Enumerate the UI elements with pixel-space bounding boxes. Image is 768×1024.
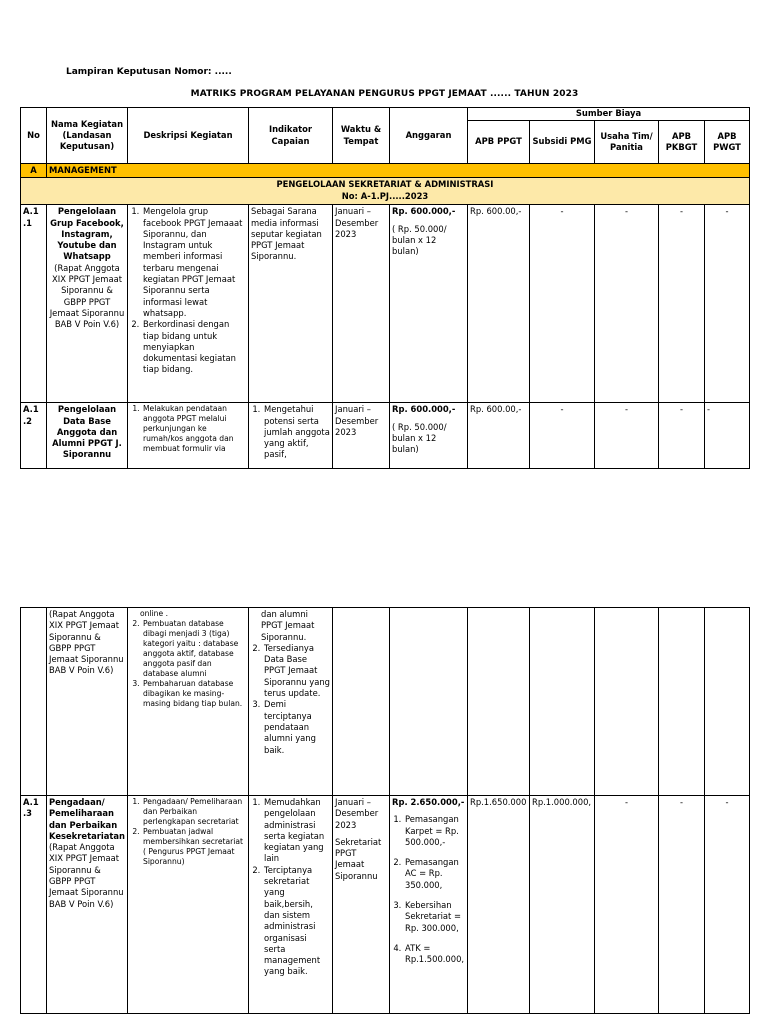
row-nama-title: Pengadaan/ Pemeliharaan dan Perbaikan Kesekretariatan [49,797,125,841]
subsection-title: PENGELOLAAN SEKRETARIAT & ADMINISTRASI [276,179,494,190]
list-item: 2. Pembuatan jadwal membersihkan secretariat ( Pengurus PPGT Jemaat Siporannu) [142,827,246,867]
col-waktu: Waktu & Tempat [333,108,390,164]
row-anggaran [390,403,468,469]
matrix-table-page-1 [20,107,749,469]
col-nama-kegiatan: Nama Kegiatan (Landasan Keputusan) [47,108,128,164]
subsection-row [21,178,750,205]
anggaran-detail: ( Rp. 50.000/ bulan x 12 bulan) [392,223,447,257]
row-apb-pkbgt: - [659,796,705,1014]
row-usaha: - [595,796,659,1014]
row-indikator: Sebagai Sarana media informasi seputar kegiatan PPGT Jemaat Siporannu. [249,205,333,403]
row-usaha: - [595,403,659,469]
col-subsidi-pmg: Subsidi PMG [530,121,595,164]
row-apb-ppgt: Rp.1.650.000 [468,796,530,1014]
document-title: MATRIKS PROGRAM PELAYANAN PENGURUS PPGT JEMAAT ...... TAHUN 2023 [190,89,579,99]
list-item: 1. Mengetahui potensi serta jumlah anggota yang aktif, pasif, [263,404,330,460]
list-item: 3. Pembaharuan database dibagikan ke masing-masing bidang tiap bulan. [142,679,246,709]
row-indikator [249,608,333,796]
row-no: A.1 .2 [21,403,47,469]
row-subsidi: - [530,403,595,469]
row-apb-pkbgt: - [659,205,705,403]
row-apb-ppgt: Rp. 600.00,- [468,403,530,469]
row-deskripsi [128,205,249,403]
matrix-table-page-2 [20,607,749,1014]
list-item: 1. Melakukan pendataan anggota PPGT melalui perkunjungan ke rumah/kos anggota dan membuat formulir via [142,404,246,454]
table-row [21,608,750,796]
anggaran-total: Rp. 600.000,- [392,404,456,415]
row-apb-pwgt: - [705,403,750,469]
list-item: 2. Terciptanya sekretariat yang baik,bersih, dan sistem administrasi organisasi serta management yang baik. [263,865,330,978]
col-indikator: Indikator Capaian [249,108,333,164]
list-item: online . [140,609,168,618]
col-usaha-tim: Usaha Tim/ Panitia [595,121,659,164]
table-row [21,796,750,1014]
row-apb-pwgt: - [705,796,750,1014]
table-row [21,205,750,403]
list-item: 3. Demi terciptanya pendataan alumni yang baik. [263,699,330,755]
row-indikator [249,403,333,469]
col-sumber-biaya: Sumber Biaya [468,108,750,121]
anggaran-detail: ( Rp. 50.000/ bulan x 12 bulan) [392,421,447,455]
tempat-text: Sekretariat PPGT Jemaat Siporannu [335,836,382,881]
row-deskripsi [128,608,249,796]
row-waktu [333,796,390,1014]
row-nama [47,205,128,403]
list-item: 2. Pemasangan AC = Rp. 350.000, [404,857,465,891]
anggaran-total: Rp. 600.000,- [392,206,456,217]
row-apb-pkbgt: - [659,403,705,469]
row-indikator [249,796,333,1014]
col-anggaran: Anggaran [390,108,468,164]
row-apb-pwgt: - [705,205,750,403]
list-item: 1. Memudahkan pengelolaan administrasi serta kegiatan kegiatan yang lain [263,797,330,865]
row-usaha: - [595,205,659,403]
row-no: A.1 .1 [21,205,47,403]
section-row [21,164,750,178]
list-item: dan alumni PPGT Jemaat Siporannu. [261,609,315,642]
row-waktu: Januari – Desember 2023 [333,205,390,403]
section-code: A [21,164,47,178]
row-waktu: Januari – Desember 2023 [333,403,390,469]
table-row [21,403,750,469]
col-deskripsi: Deskripsi Kegiatan [128,108,249,164]
row-nama-basis: (Rapat Anggota XIX PPGT Jemaat Siporannu & GBPP PPGT Jemaat Siporannu BAB V Poin V.6) [49,262,125,330]
row-nama-basis: (Rapat Anggota XIX PPGT Jemaat Siporannu & GBPP PPGT Jemaat Siporannu BAB V Poin V.6) [47,608,128,796]
anggaran-total: Rp. 2.650.000,- [392,797,465,807]
row-anggaran [390,205,468,403]
row-apb-ppgt: Rp. 600.00,- [468,205,530,403]
list-item: 3. Kebersihan Sekretariat = Rp. 300.000, [404,900,465,934]
list-item: 4. ATK = Rp.1.500.000, [404,943,465,966]
section-label: MANAGEMENT [47,164,750,178]
col-no: No [21,108,47,164]
row-nama-title: Pengelolaan Grup Facebook, Instagram, Youtube dan Whatsapp [50,206,124,262]
col-apb-pwgt: APB PWGT [705,121,750,164]
list-item: 1. Mengelola grup facebook PPGT Jemaaat Siporannu, dan Instagram untuk memberi informasi terbaru mengenai kegiatan PPGT Jemaat Siporannu serta informasi lewat whatsapp. [142,206,246,319]
row-deskripsi [128,403,249,469]
list-item: 2. Berkordinasi dengan tiap bidang untuk menyiapkan dokumentasi kegiatan tiap bidang. [142,319,246,375]
subsection-number: No: A-1.PJ.....2023 [341,190,429,201]
row-subsidi: Rp.1.000.000, [530,796,595,1014]
list-item: 2. Pembuatan database dibagi menjadi 3 (tiga) kategori yaitu : database anggota aktif, database anggota pasif dan database alumni [142,619,246,679]
lampiran-label: Lampiran Keputusan Nomor: ..... [66,67,232,77]
row-anggaran [390,796,468,1014]
waktu-text: Januari – Desember 2023 [335,797,379,830]
col-apb-ppgt: APB PPGT [468,121,530,164]
row-deskripsi [128,796,249,1014]
col-apb-pkbgt: APB PKBGT [659,121,705,164]
row-nama-basis: (Rapat Anggota XIX PPGT Jemaat Siporannu & GBPP PPGT Jemaat Siporannu BAB V Poin V.6) [49,842,124,909]
row-nama: Pengelolaan Data Base Anggota dan Alumni PPGT J. Siporannu [47,403,128,469]
row-nama [47,796,128,1014]
row-subsidi: - [530,205,595,403]
list-item: 1. Pengadaan/ Pemeliharaan dan Perbaikan perlengkapan secretariat [142,797,246,827]
row-no: A.1 .3 [21,796,47,1014]
list-item: 2. Tersedianya Data Base PPGT Jemaat Siporannu yang terus update. [263,643,330,699]
list-item: 1. Pemasangan Karpet = Rp. 500.000,- [404,814,465,848]
